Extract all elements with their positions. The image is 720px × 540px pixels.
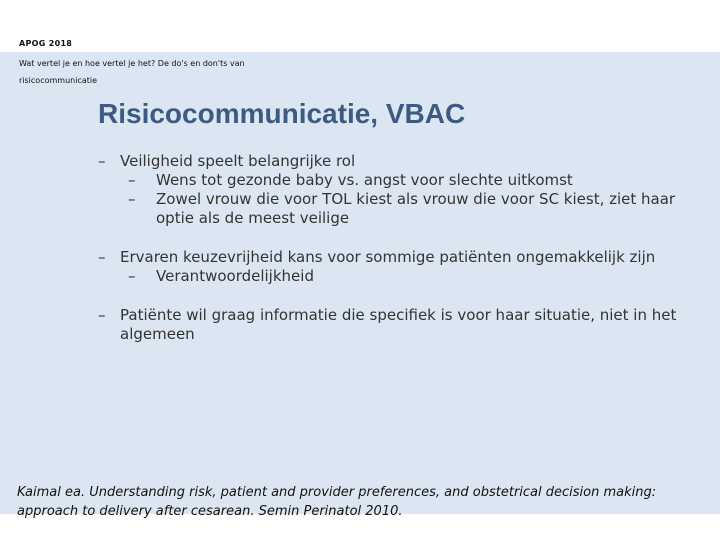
sub-bullet-text: Wens tot gezonde baby vs. angst voor slechte uitkomst bbox=[156, 171, 573, 189]
sub-bullet-text: Zowel vrouw die voor TOL kiest als vrouw die voor SC kiest, ziet haar optie als de meest veilige bbox=[156, 190, 676, 227]
dash-marker: – bbox=[128, 190, 136, 208]
bullet-text: Ervaren keuzevrijheid kans voor sommige patiënten ongemakkelijk zijn bbox=[120, 248, 656, 266]
sub-bullet-text: Verantwoordelijkheid bbox=[156, 267, 314, 285]
citation-reference: Kaimal ea. Understanding risk, patient and provider preferences, and obstetrical decision making: approach to delivery after cesarean. Semin Perinatol 2010. bbox=[17, 485, 657, 519]
event-label: APOG 2018 bbox=[19, 39, 73, 48]
dash-marker: – bbox=[98, 306, 106, 324]
dash-marker: – bbox=[128, 171, 136, 189]
bullet-list bbox=[98, 152, 698, 364]
sub-bullet-item bbox=[98, 267, 698, 286]
bullet-group-information bbox=[98, 306, 698, 344]
dash-marker: – bbox=[98, 248, 106, 266]
sub-bullet-item bbox=[98, 171, 698, 190]
dash-marker: – bbox=[98, 152, 106, 170]
bullet-text: Veiligheid speelt belangrijke rol bbox=[120, 152, 356, 170]
bullet-group-safety bbox=[98, 152, 698, 228]
sub-bullet-item bbox=[98, 190, 698, 228]
dash-marker: – bbox=[128, 267, 136, 285]
bullet-text: Patiënte wil graag informatie die specifiek is voor haar situatie, niet in het algemeen bbox=[120, 306, 677, 343]
bullet-item bbox=[98, 306, 698, 344]
presentation-subtitle: Wat vertel je en hoe vertel je het? De do's en don'ts van risicocommunicatie bbox=[19, 59, 245, 85]
bullet-group-choice bbox=[98, 248, 698, 286]
slide-title: Risicocommunicatie, VBAC bbox=[98, 98, 466, 129]
bullet-item bbox=[98, 248, 698, 267]
bullet-item bbox=[98, 152, 698, 171]
